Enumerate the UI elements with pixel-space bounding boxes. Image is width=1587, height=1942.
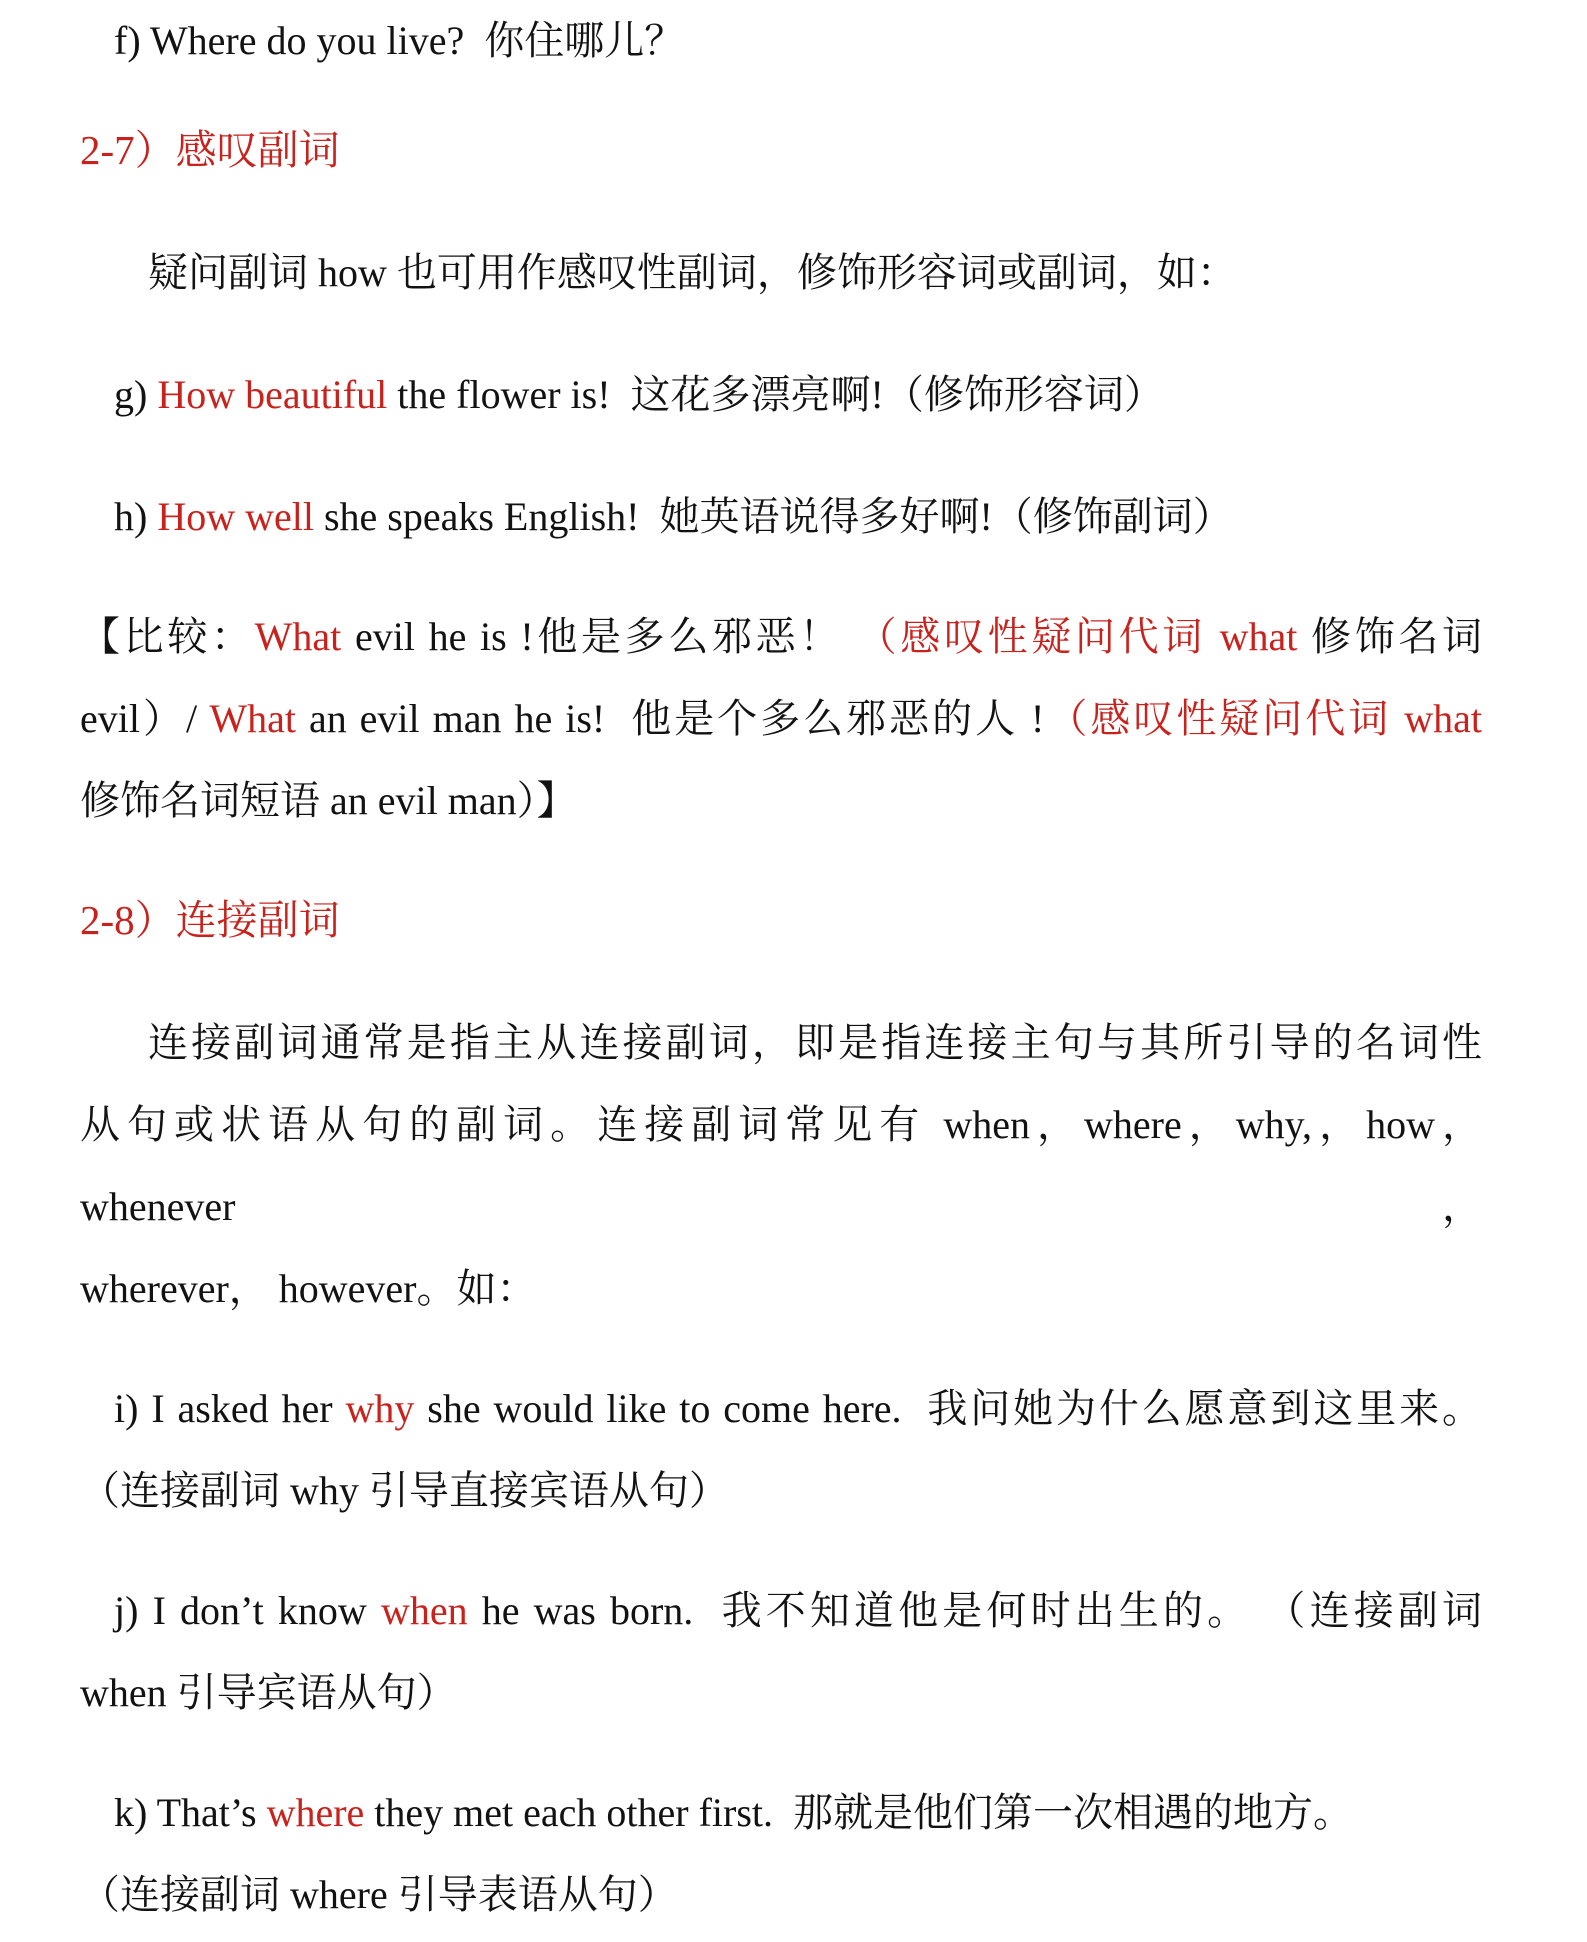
section-2-7-intro-paragraph: [80, 232, 1482, 314]
section-heading-2-8: [80, 879, 1482, 961]
text-run: （连接副词 where 引导表语从句）: [80, 1872, 678, 1917]
text-run: she speaks English! 她英语说得多好啊!（修饰副词）: [313, 494, 1233, 539]
example-sentence-k: [80, 1772, 1482, 1936]
compare-note-block: [80, 596, 1482, 842]
example-sentence-f: [80, 0, 1482, 82]
text-run: he was born. 我不知道他是何时出生的。 （连接副词: [467, 1588, 1483, 1633]
text-run: 连接副词通常是指主从连接副词，即是指连接主句与其所引导的名词性: [148, 1020, 1482, 1065]
text-run: 【比较：: [80, 614, 255, 659]
text-run: when: [380, 1588, 468, 1633]
text-run: 疑问副词 how 也可用作感叹性副词，修饰形容词或副词，如：: [148, 250, 1237, 295]
section-heading-2-7: [80, 109, 1482, 191]
text-run: wherever， however。如：: [80, 1266, 537, 1311]
example-sentence-j: [80, 1570, 1482, 1734]
text-run: the flower is! 这花多漂亮啊!（修饰形容词）: [387, 372, 1164, 417]
text-run: How beautiful: [157, 372, 388, 417]
example-sentence-g: [80, 354, 1482, 436]
text-run: why: [345, 1386, 415, 1431]
example-k-line-2: [80, 1854, 1482, 1936]
example-sentence-i: [80, 1368, 1482, 1532]
text-run: 从句或状语从句的副词。连接副词常见有 when，where，why,，how，whenever，: [80, 1102, 1482, 1229]
intro-2-8-line-1: [80, 1002, 1482, 1084]
text-run: she would like to come here. 我问她为什么愿意到这里来。: [414, 1386, 1482, 1431]
text-run: g): [114, 372, 158, 417]
text-run: f) Where do you live? 你住哪儿？: [114, 18, 685, 63]
example-i-line-1: [80, 1368, 1482, 1450]
text-run: （感叹性疑问代词 what: [1044, 696, 1482, 741]
example-i-line-2: [80, 1450, 1482, 1532]
section-2-8-intro-paragraph: [80, 1002, 1482, 1330]
text-run: （连接副词 why 引导直接宾语从句）: [80, 1468, 729, 1513]
example-j-line-1: [80, 1570, 1482, 1652]
text-run: （感叹性疑问代词 what: [856, 614, 1312, 659]
text-run: when 引导宾语从句）: [80, 1670, 457, 1715]
text-run: h): [114, 494, 158, 539]
compare-note-line-3: [80, 760, 1482, 842]
text-run: k) That’s: [114, 1790, 267, 1835]
text-run: i) I asked her: [114, 1386, 346, 1431]
example-j-line-2: [80, 1652, 1482, 1734]
compare-note-line-2: [80, 678, 1482, 760]
text-run: evil he is !他是多么邪恶！: [341, 614, 857, 659]
example-k-line-1: [80, 1772, 1482, 1854]
text-run: where: [266, 1790, 365, 1835]
text-run: How well: [157, 494, 314, 539]
intro-2-8-line-2: [80, 1084, 1482, 1248]
text-run: 修饰名词短语 an evil man）】: [80, 778, 577, 823]
text-run: j) I don’t know: [114, 1588, 381, 1633]
text-run: 2-7）感叹副词: [80, 127, 340, 173]
intro-2-8-line-3: [80, 1248, 1482, 1330]
text-run: What: [209, 696, 296, 741]
text-run: 修饰名词: [1311, 614, 1483, 659]
text-run: 2-8）连接副词: [80, 897, 340, 943]
text-run: they met each other first. 那就是他们第一次相遇的地方。: [364, 1790, 1354, 1835]
example-sentence-h: [80, 476, 1482, 558]
text-run: an evil man he is! 他是个多么邪恶的人 !: [295, 696, 1045, 741]
text-run: What: [254, 614, 342, 659]
compare-note-line-1: [80, 596, 1482, 678]
text-run: evil）/: [80, 696, 210, 741]
